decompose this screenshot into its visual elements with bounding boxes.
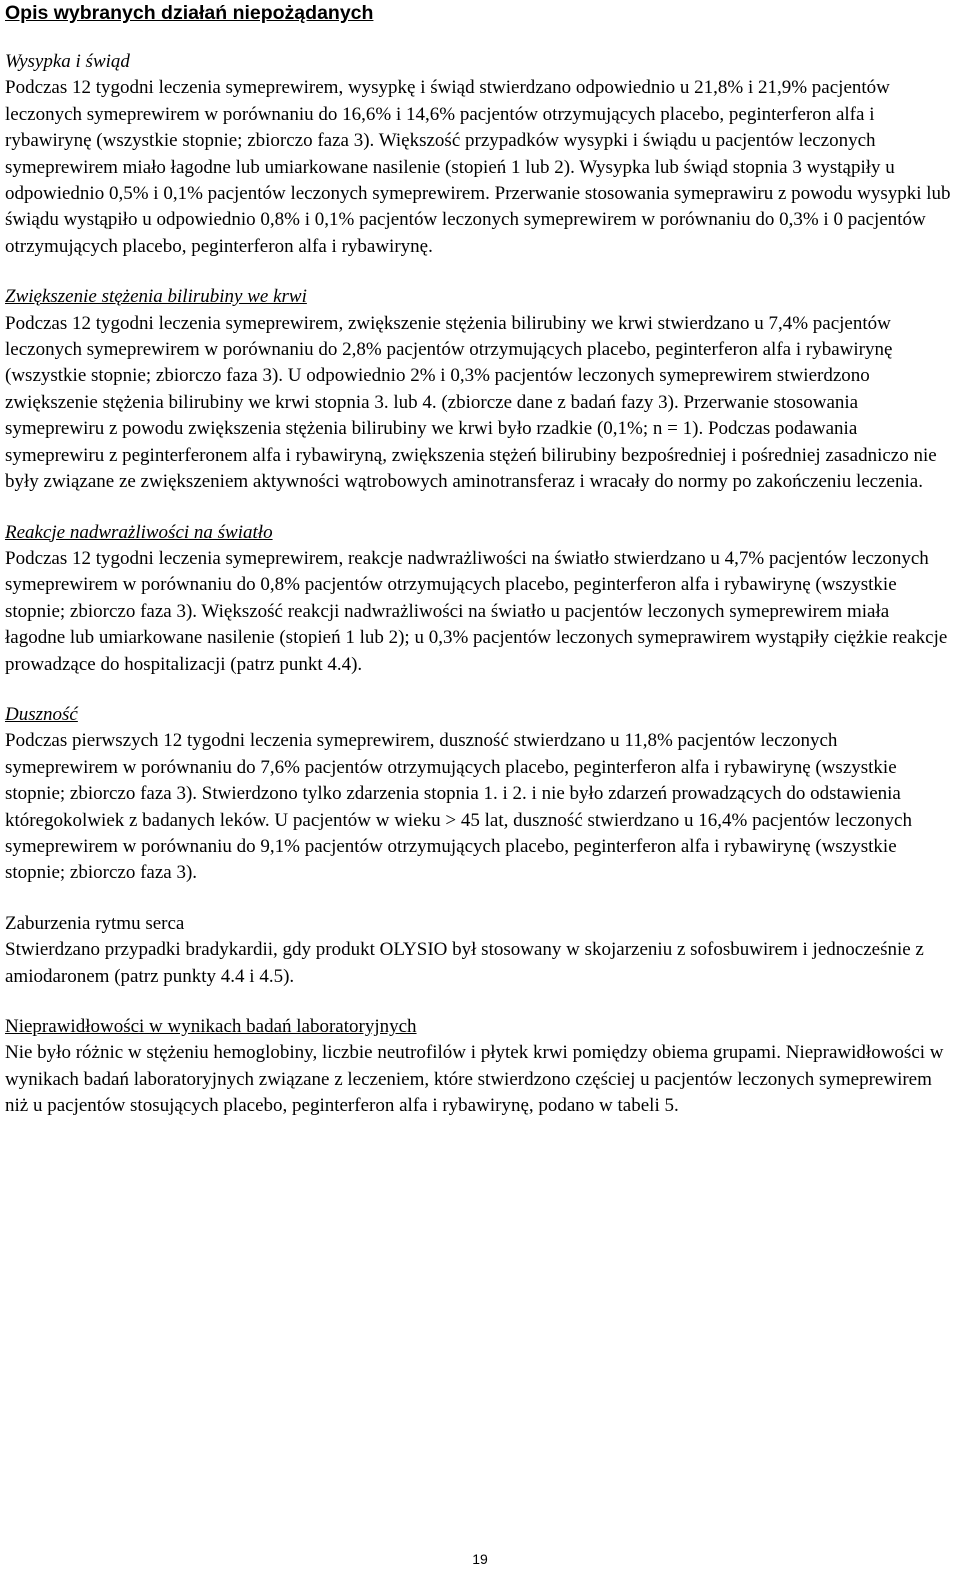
section-body: Podczas 12 tygodni leczenia symeprewirem, reakcje nadwrażliwości na światło stwierdzano u 4,7% pacjentów leczonych symeprewirem w porównaniu do 0,8% pacjentów otrzymujących placebo, peginterferon alfa i rybawirynę (wszystkie stopnie; zbiorczo faza 3). Większość reakcji nadwrażliwości na światło u pacjentów leczonych symeprewirem miała łagodne lub umiarkowane nasilenie (stopień 1 lub 2); u 0,3% pacjentów leczonych symeprawirem wystąpiły ciężkie reakcje prowadzące do hospitalizacji (patrz punkt 4.4). <box>5 547 948 675</box>
section-title: Nieprawidłowości w wynikach badań laboratoryjnych <box>5 1016 417 1037</box>
section-body: Nie było różnic w stężeniu hemoglobiny, liczbie neutrofilów i płytek krwi pomiędzy obiema grupami. Nieprawidłowości w wynikach badań laboratoryjnych związane z leczeniem, które stwierdzono częściej u pacjentów leczonych symeprewirem niż u pacjentów stosujących placebo, peginterferon alfa i rybawirynę, podano w tabeli 5. <box>5 1042 944 1117</box>
page-number: 19 <box>472 1551 488 1567</box>
section-arrhythmia <box>5 911 953 990</box>
section-body: Stwierdzano przypadki bradykardii, gdy produkt OLYSIO był stosowany w skojarzeniu z sofosbuwirem i jednocześnie z amiodaronem (patrz punkty 4.4 i 4.5). <box>5 939 924 987</box>
document-page <box>5 0 953 1120</box>
section-title: Wysypka i świąd <box>5 51 130 72</box>
section-body: Podczas 12 tygodni leczenia symeprewirem, zwiększenie stężenia bilirubiny we krwi stwierdzano u 7,4% pacjentów leczonych symeprewirem w porównaniu do 2,8% pacjentów otrzymujących placebo, peginterferon alfa i rybawirynę (wszystkie stopnie; zbiorczo faza 3). U odpowiednio 2% i 0,3% pacjentów leczonych symeprewirem stwierdzono zwiększenie stężenia bilirubiny we krwi stopnia 3. lub 4. (zbiorcze dane z badań fazy 3). Przerwanie stosowania symeprewiru z powodu zwiększenia stężenia bilirubiny we krwi było rzadkie (0,1%; n = 1). Podczas podawania symeprewiru z peginterferonem alfa i rybawiryną, zwiększenia stężeń bilirubiny bezpośredniej i pośredniej zasadniczo nie były związane ze zwiększeniem aktywności wątrobowych aminotransferaz i wracały do normy po zakończeniu leczenia. <box>5 312 937 493</box>
section-body: Podczas pierwszych 12 tygodni leczenia symeprewirem, duszność stwierdzano u 11,8% pacjentów leczonych symeprewirem w porównaniu do 7,6% pacjentów otrzymujących placebo, peginterferon alfa i rybawirynę (wszystkie stopnie; zbiorczo faza 3). Stwierdzono tylko zdarzenia stopnia 1. i 2. i nie było zdarzeń prowadzących do odstawienia któregokolwiek z badanych leków. U pacjentów w wieku > 45 lat, duszność stwierdzano u 16,4% pacjentów leczonych symeprewirem w porównaniu do 9,1% pacjentów otrzymujących placebo, peginterferon alfa i rybawirynę (wszystkie stopnie; zbiorczo faza 3). <box>5 730 912 884</box>
section-bilirubin <box>5 284 953 495</box>
section-title: Zaburzenia rytmu serca <box>5 912 185 934</box>
section-photosensitivity <box>5 520 953 678</box>
section-title: Reakcje nadwrażliwości na światło <box>5 521 273 543</box>
section-lab-abnormalities <box>5 1014 953 1120</box>
page-heading: Opis wybranych działań niepożądanych <box>5 2 374 24</box>
section-title: Duszność <box>5 703 78 725</box>
section-title: Zwiększenie stężenia bilirubiny we krwi <box>5 286 307 308</box>
section-dyspnoea <box>5 702 953 887</box>
section-body: Podczas 12 tygodni leczenia symeprewirem, wysypkę i świąd stwierdzano odpowiednio u 21,8% i 21,9% pacjentów leczonych symeprewirem w porównaniu do 16,6% i 14,6% pacjentów otrzymujących placebo, peginterferon alfa i rybawirynę (wszystkie stopnie; zbiorczo faza 3). Większość przypadków wysypki i świądu u pacjentów leczonych symeprewirem miało łagodne lub umiarkowane nasilenie (stopień 1 lub 2). Wysypka lub świąd stopnia 3 wystąpiły u odpowiednio 0,5% i 0,1% pacjentów leczonych symeprewirem. Przerwanie stosowania symeprawiru z powodu wysypki lub świądu wystąpiło u odpowiednio 0,8% i 0,1% pacjentów leczonych symeprewirem w porównaniu do 0,3% i 0 pacjentów otrzymujących placebo, peginterferon alfa i rybawirynę. <box>5 77 951 257</box>
section-rash-pruritus <box>5 49 953 260</box>
